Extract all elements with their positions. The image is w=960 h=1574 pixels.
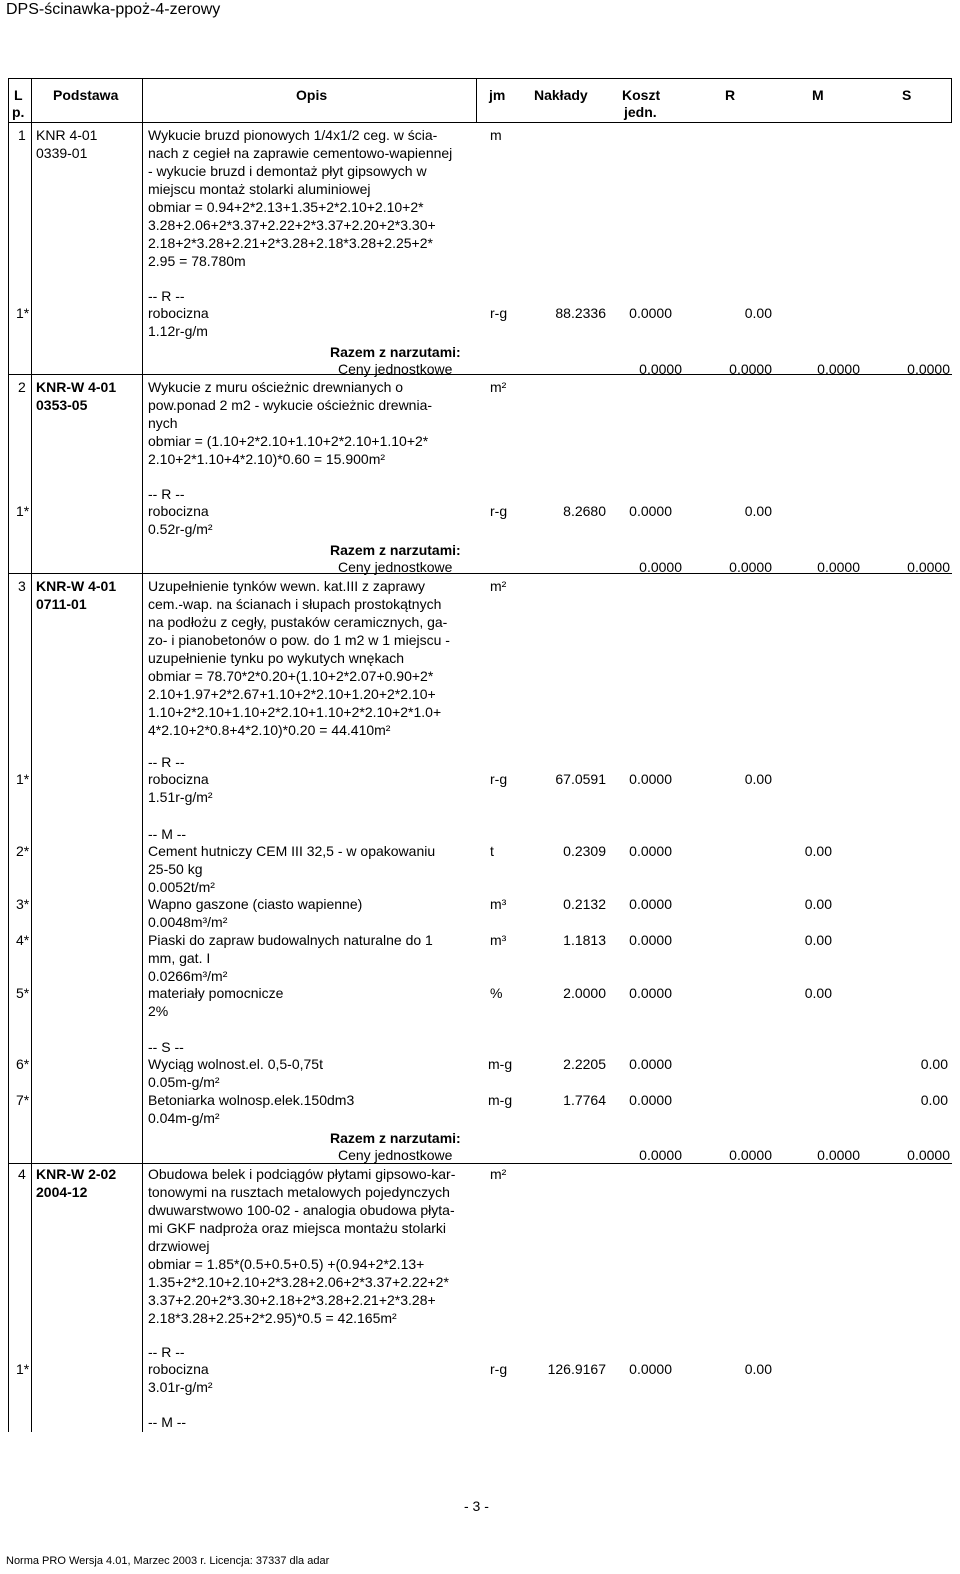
item-jm: m² <box>490 379 507 395</box>
sub-row-number: 2* <box>16 843 30 859</box>
item-number: 4 <box>18 1166 26 1182</box>
sub-row-norm: 0.04m-g/m² <box>148 1110 220 1126</box>
sub-row-value-m: 0.00 <box>804 932 832 948</box>
sub-row-value-s: 0.00 <box>920 1092 948 1108</box>
item-opis-line: 2.18*3.28+2.25+2*2.95)*0.5 = 42.165m² <box>148 1310 397 1326</box>
sub-row-norm: 0.52r-g/m² <box>148 521 213 537</box>
section-marker-r: -- R -- <box>148 1344 185 1360</box>
section-marker-r: -- R -- <box>148 754 185 770</box>
item-opis-line: Uzupełnienie tynków wewn. kat.III z zaprawy <box>148 578 426 594</box>
sub-row-opis: 25-50 kg <box>148 861 203 877</box>
sub-row-koszt: 0.0000 <box>629 1361 672 1377</box>
item-podstawa: 2004-12 <box>36 1184 88 1200</box>
ceny-label: Ceny jednostkowe <box>338 559 453 575</box>
header-bottom-border <box>8 122 952 123</box>
razem-label: Razem z narzutami: <box>330 1130 461 1146</box>
razem-label: Razem z narzutami: <box>330 542 461 558</box>
item-number: 1 <box>18 127 26 143</box>
item-opis-line: 2.10+2*1.10+4*2.10)*0.60 = 15.900m² <box>148 451 386 467</box>
sub-row-naklady: 0.2309 <box>563 843 606 859</box>
item-opis-line: nych <box>148 415 178 431</box>
item-opis-line: nach z cegieł na zaprawie cementowo-wapiennej <box>148 145 453 161</box>
sub-row-naklady: 126.9167 <box>547 1361 606 1377</box>
header-koszt: jedn. <box>624 104 657 120</box>
sub-row-koszt: 0.0000 <box>629 503 672 519</box>
sub-row-number: 1* <box>16 1361 30 1377</box>
sub-row-opis: Wyciąg wolnost.el. 0,5-0,75t <box>148 1056 323 1072</box>
total-koszt: 0.0000 <box>639 559 682 575</box>
sub-row-number: 3* <box>16 896 30 912</box>
header-podstawa: Podstawa <box>53 87 119 103</box>
sub-row-norm: 0.0048m³/m² <box>148 914 228 930</box>
sub-row-number: 1* <box>16 305 30 321</box>
sub-row-koszt: 0.0000 <box>629 1092 672 1108</box>
item-podstawa: KNR-W 4-01 <box>36 379 117 395</box>
ceny-label: Ceny jednostkowe <box>338 1147 453 1163</box>
sub-row-opis: robocizna <box>148 771 209 787</box>
sub-row-naklady: 2.0000 <box>563 985 606 1001</box>
item-podstawa: 0711-01 <box>36 596 87 612</box>
item-opis-line: Obudowa belek i podciągów płytami gipsowo-kar- <box>148 1166 456 1182</box>
razem-label: Razem z narzutami: <box>330 344 461 360</box>
sub-row-jm: m-g <box>488 1056 513 1072</box>
sub-row-naklady: 0.2132 <box>563 896 606 912</box>
sub-row-koszt: 0.0000 <box>629 896 672 912</box>
item-opis-line: tonowymi na rusztach metalowych pojedynczych <box>148 1184 450 1200</box>
sub-row-norm: 0.0052t/m² <box>148 879 215 895</box>
item-number: 2 <box>18 379 26 395</box>
item-opis-line: drzwiowej <box>148 1238 210 1254</box>
sub-row-jm: % <box>490 985 503 1001</box>
sub-row-jm: r-g <box>490 771 508 787</box>
item-opis-line: 2.95 = 78.780m <box>148 253 246 269</box>
sub-row-koszt: 0.0000 <box>629 843 672 859</box>
header-s: S <box>902 87 912 103</box>
item-jm: m <box>490 127 502 143</box>
header-koszt: Koszt <box>622 87 661 103</box>
sub-row-naklady: 67.0591 <box>555 771 606 787</box>
item-opis-line: Wykucie z muru ościeżnic drewnianych o <box>148 379 404 395</box>
total-m: 0.0000 <box>817 361 860 377</box>
header-opis: Opis <box>296 87 328 103</box>
sub-row-opis: robocizna <box>148 503 209 519</box>
sub-row-jm: m³ <box>490 896 507 912</box>
sub-row-value-s: 0.00 <box>920 1056 948 1072</box>
sub-row-opis: robocizna <box>148 1361 209 1377</box>
sub-row-number: 1* <box>16 503 30 519</box>
item-opis-line: dwuwarstwowo 100-02 - analogia obudowa płyta- <box>148 1202 455 1218</box>
total-r: 0.0000 <box>729 1147 772 1163</box>
total-s: 0.0000 <box>907 361 950 377</box>
sub-row-norm: 1.12r-g/m <box>148 323 208 339</box>
sub-row-opis: robocizna <box>148 305 209 321</box>
sub-row-opis: Betoniarka wolnosp.elek.150dm3 <box>148 1092 355 1108</box>
sub-row-value-m: 0.00 <box>804 896 832 912</box>
col-border-right <box>951 78 952 122</box>
header-lp: p. <box>12 104 25 120</box>
section-marker-r: -- R -- <box>148 486 185 502</box>
item-opis-line: na podłożu z cegły, pustaków ceramicznych, ga- <box>148 614 448 630</box>
total-s: 0.0000 <box>907 559 950 575</box>
window-title: DPS-ścinawka-ppoż-4-zerowy <box>6 1 221 18</box>
item-podstawa: KNR-W 4-01 <box>36 578 117 594</box>
item-opis-line: obmiar = 1.85*(0.5+0.5+0.5) +(0.94+2*2.13+ <box>148 1256 425 1272</box>
sub-row-naklady: 1.7764 <box>563 1092 606 1108</box>
sub-row-jm: t <box>490 843 494 859</box>
sub-row-value-r: 0.00 <box>744 1361 772 1377</box>
sub-row-norm: 3.01r-g/m² <box>148 1379 213 1395</box>
col-border-lp <box>31 78 32 1432</box>
total-m: 0.0000 <box>817 1147 860 1163</box>
ceny-label: Ceny jednostkowe <box>338 361 453 377</box>
col-border-left <box>8 78 9 1432</box>
sub-row-number: 5* <box>16 985 30 1001</box>
item-jm: m² <box>490 578 507 594</box>
item-opis-line: cem.-wap. na ścianach i słupach prostokątnych <box>148 596 442 612</box>
total-r: 0.0000 <box>729 361 772 377</box>
sub-row-koszt: 0.0000 <box>629 1056 672 1072</box>
header-naklady: Nakłady <box>534 87 588 103</box>
sub-row-number: 7* <box>16 1092 30 1108</box>
item-opis-line: zo- i pianobetonów o pow. do 1 m2 w 1 miejscu - <box>148 632 450 648</box>
sub-row-jm: r-g <box>490 1361 508 1377</box>
page-number: - 3 - <box>464 1498 489 1514</box>
item-opis-line: - wykucie bruzd i demontaż płyt gipsowych w <box>148 163 427 179</box>
header-jm: jm <box>489 87 506 103</box>
item-opis-line: obmiar = (1.10+2*2.10+1.10+2*2.10+1.10+2* <box>148 433 429 449</box>
item-opis-line: Wykucie bruzd pionowych 1/4x1/2 ceg. w ścia- <box>148 127 438 143</box>
section-marker-s: -- S -- <box>148 1039 184 1055</box>
sub-row-value-r: 0.00 <box>744 503 772 519</box>
sub-row-norm: 0.0266m³/m² <box>148 968 228 984</box>
total-koszt: 0.0000 <box>639 361 682 377</box>
sub-row-norm: 2% <box>148 1003 169 1019</box>
sub-row-opis: mm, gat. I <box>148 950 211 966</box>
total-koszt: 0.0000 <box>639 1147 682 1163</box>
sub-row-number: 6* <box>16 1056 30 1072</box>
item-jm: m² <box>490 1166 507 1182</box>
col-border-opis <box>476 78 477 122</box>
sub-row-jm: r-g <box>490 503 508 519</box>
item-podstawa: KNR-W 2-02 <box>36 1166 117 1182</box>
sub-row-jm: r-g <box>490 305 508 321</box>
sub-row-opis: Wapno gaszone (ciasto wapienne) <box>148 896 363 912</box>
header-r: R <box>725 87 736 103</box>
sub-row-naklady: 8.2680 <box>563 503 606 519</box>
header-m: M <box>812 87 824 103</box>
item-opis-line: obmiar = 78.70*2*0.20+(1.10+2*2.07+0.90+2* <box>148 668 434 684</box>
item-opis-line: mi GKF nadproża oraz miejsca montażu stolarki <box>148 1220 446 1236</box>
sub-row-value-m: 0.00 <box>804 985 832 1001</box>
footer-license-note: Norma PRO Wersja 4.01, Marzec 2003 r. Licencja: 37337 dla adar <box>6 1555 330 1567</box>
item-opis-line: obmiar = 0.94+2*2.13+1.35+2*2.10+2.10+2* <box>148 199 424 215</box>
item-opis-line: 1.10+2*2.10+1.10+2*2.10+1.10+2*2.10+2*1.0+ <box>148 704 442 720</box>
sub-row-norm: 0.05m-g/m² <box>148 1074 220 1090</box>
total-r: 0.0000 <box>729 559 772 575</box>
section-marker-r: -- R -- <box>148 288 185 304</box>
sub-row-koszt: 0.0000 <box>629 932 672 948</box>
item-opis-line: 4*2.10+2*0.8+4*2.10)*0.20 = 44.410m² <box>148 722 391 738</box>
item-podstawa: KNR 4-01 <box>36 127 98 143</box>
table-top-border <box>8 78 952 79</box>
sub-row-value-m: 0.00 <box>804 843 832 859</box>
sub-row-opis: Cement hutniczy CEM III 32,5 - w opakowaniu <box>148 843 436 859</box>
item-opis-line: 3.28+2.06+2*3.37+2.22+2*3.37+2.20+2*3.30+ <box>148 217 436 233</box>
sub-row-koszt: 0.0000 <box>629 771 672 787</box>
item-opis-line: pow.ponad 2 m2 - wykucie ościeżnic drewnia- <box>148 397 433 413</box>
item-opis-line: uzupełnienie tynku po wykutych wnękach <box>148 650 405 666</box>
sub-row-norm: 1.51r-g/m² <box>148 789 213 805</box>
sub-row-naklady: 1.1813 <box>563 932 606 948</box>
item-opis-line: 3.37+2.20+2*3.30+2.18+2*3.28+2.21+2*3.28+ <box>148 1292 436 1308</box>
sub-row-number: 1* <box>16 771 30 787</box>
item-opis-line: 2.18+2*3.28+2.21+2*3.28+2.18*3.28+2.25+2* <box>148 235 433 251</box>
item-podstawa: 0353-05 <box>36 397 88 413</box>
section-marker-m: -- M -- <box>148 826 187 842</box>
section-marker-m: -- M -- <box>148 1414 187 1430</box>
col-border-podstawa <box>142 78 143 1432</box>
sub-row-naklady: 2.2205 <box>563 1056 606 1072</box>
sub-row-opis: materiały pomocnicze <box>148 985 284 1001</box>
sub-row-naklady: 88.2336 <box>555 305 606 321</box>
sub-row-koszt: 0.0000 <box>629 305 672 321</box>
item-number: 3 <box>18 578 26 594</box>
total-s: 0.0000 <box>907 1147 950 1163</box>
sub-row-jm: m³ <box>490 932 507 948</box>
item-podstawa: 0339-01 <box>36 145 88 161</box>
sub-row-jm: m-g <box>488 1092 513 1108</box>
sub-row-koszt: 0.0000 <box>629 985 672 1001</box>
item-opis-line: miejscu montaż stolarki aluminiowej <box>148 181 371 197</box>
item-opis-line: 2.10+1.97+2*2.67+1.10+2*2.10+1.20+2*2.10+ <box>148 686 436 702</box>
sub-row-opis: Piaski do zapraw budowalnych naturalne do 1 <box>148 932 433 948</box>
sub-row-value-r: 0.00 <box>744 305 772 321</box>
sub-row-number: 4* <box>16 932 30 948</box>
sub-row-value-r: 0.00 <box>744 771 772 787</box>
header-lp: L <box>14 87 23 103</box>
total-m: 0.0000 <box>817 559 860 575</box>
item-opis-line: 1.35+2*2.10+2.10+2*3.28+2.06+2*3.37+2.22+2* <box>148 1274 449 1290</box>
